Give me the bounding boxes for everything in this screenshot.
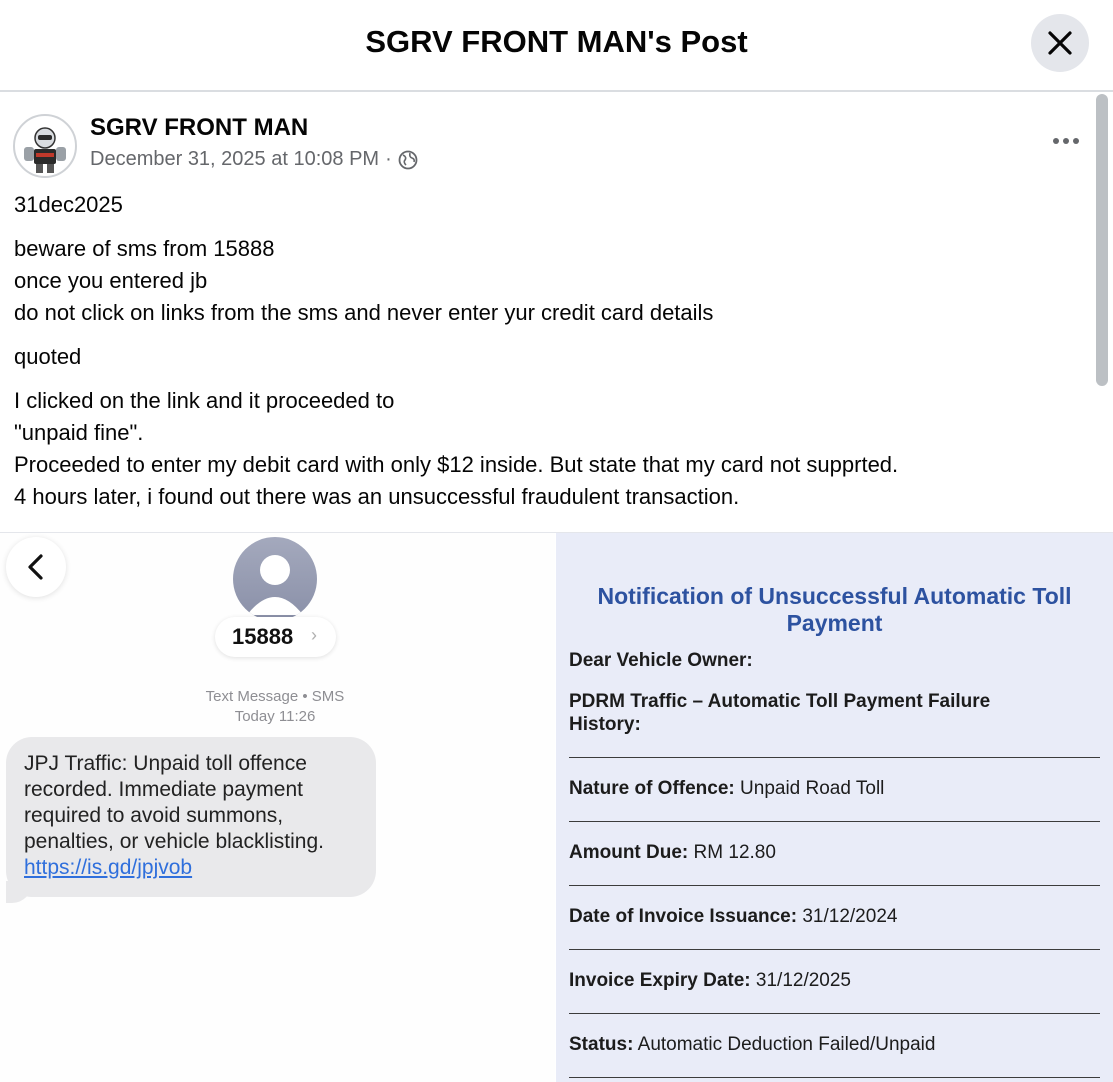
scrollbar[interactable] (1096, 94, 1108, 386)
field-label: Amount Due: (569, 842, 689, 863)
close-icon (1046, 29, 1074, 57)
sms-line: penalties, or vehicle blacklisting. (24, 830, 324, 853)
notice-title-line: Payment (786, 610, 883, 636)
post-line: once you entered jb (14, 268, 208, 293)
sms-message-type: Text Message • SMS (205, 688, 345, 705)
post-line: do not click on links from the sms and never enter yur credit card details (14, 300, 714, 325)
dialog-title: SGRV FRONT MAN's Post (365, 24, 748, 59)
toll-notice-screenshot[interactable] (556, 533, 1113, 1082)
post-dialog-header (0, 0, 1113, 92)
more-dot-icon (1053, 138, 1059, 144)
post-line: "unpaid fine". (14, 420, 144, 445)
post-line: Proceeded to enter my debit card with only $12 inside. But state that my card not supprted. (14, 452, 899, 477)
post-paragraph (14, 341, 1084, 373)
sms-line: JPJ Traffic: Unpaid toll offence (24, 752, 307, 775)
post-line: 31dec2025 (14, 192, 123, 217)
post-body (14, 189, 1084, 525)
subtitle-line: History: (569, 714, 641, 735)
person-icon (233, 537, 317, 621)
more-dot-icon (1073, 138, 1079, 144)
field-label: Invoice Expiry Date: (569, 970, 751, 991)
contact-pill (215, 617, 336, 657)
sms-bubble (6, 737, 376, 897)
field-value: 31/12/2024 (802, 906, 898, 927)
post-line: I clicked on the link and it proceeded to (14, 388, 395, 413)
chevron-right-icon: › (311, 625, 317, 645)
post-timestamp[interactable]: December 31, 2025 at 10:08 PM (90, 148, 380, 170)
back-button (6, 537, 66, 597)
notice-greeting (569, 649, 1100, 672)
post-line: quoted (14, 344, 82, 369)
field-label: Nature of Offence: (569, 778, 735, 799)
more-dot-icon (1063, 138, 1069, 144)
more-options-button[interactable] (1046, 126, 1086, 156)
post-meta (90, 148, 418, 171)
globe-icon (398, 150, 418, 170)
field-value: 31/12/2025 (755, 970, 851, 991)
sms-line: recorded. Immediate payment (24, 778, 303, 801)
notice-subtitle (569, 690, 1100, 736)
field-value: Automatic Deduction Failed/Unpaid (637, 1034, 936, 1055)
post-paragraph (14, 233, 1084, 329)
post-line: 4 hours later, i found out there was an unsuccessful fraudulent transaction. (14, 484, 740, 509)
contact-number: 15888 (232, 624, 294, 649)
post-images (0, 532, 1113, 1082)
notice-title (566, 583, 1103, 637)
divider (569, 821, 1100, 822)
field-row (569, 969, 1100, 992)
meta-separator: · (385, 148, 392, 170)
greeting-text: Dear Vehicle Owner: (569, 650, 753, 671)
field-value: RM 12.80 (693, 842, 776, 863)
sms-link: https://is.gd/jpjvob (24, 856, 193, 879)
field-row (569, 841, 1100, 864)
field-label: Date of Invoice Issuance: (569, 906, 798, 927)
author-avatar[interactable] (13, 114, 77, 178)
divider (569, 757, 1100, 758)
field-row (569, 1033, 1100, 1056)
sms-line: required to avoid summons, (24, 804, 284, 827)
close-button[interactable] (1031, 14, 1089, 72)
field-value: Unpaid Road Toll (740, 778, 885, 799)
chevron-left-icon (23, 553, 49, 581)
post-line: beware of sms from 15888 (14, 236, 275, 261)
field-label: Status: (569, 1034, 634, 1055)
field-row (569, 905, 1100, 928)
post-paragraph (14, 385, 1084, 513)
author-name[interactable]: SGRV FRONT MAN (90, 114, 309, 141)
divider (569, 1013, 1100, 1014)
contact-avatar (233, 537, 317, 621)
sms-time: Today 11:26 (234, 708, 316, 725)
notice-title-line: Notification of Unsuccessful Automatic Toll (597, 583, 1072, 609)
divider (569, 885, 1100, 886)
divider (569, 1077, 1100, 1078)
subtitle-line: PDRM Traffic – Automatic Toll Payment Failure (569, 691, 991, 712)
sms-screenshot[interactable] (0, 533, 555, 1082)
post-paragraph (14, 189, 1084, 221)
field-row (569, 777, 1100, 800)
divider (569, 949, 1100, 950)
robot-icon (15, 116, 75, 176)
